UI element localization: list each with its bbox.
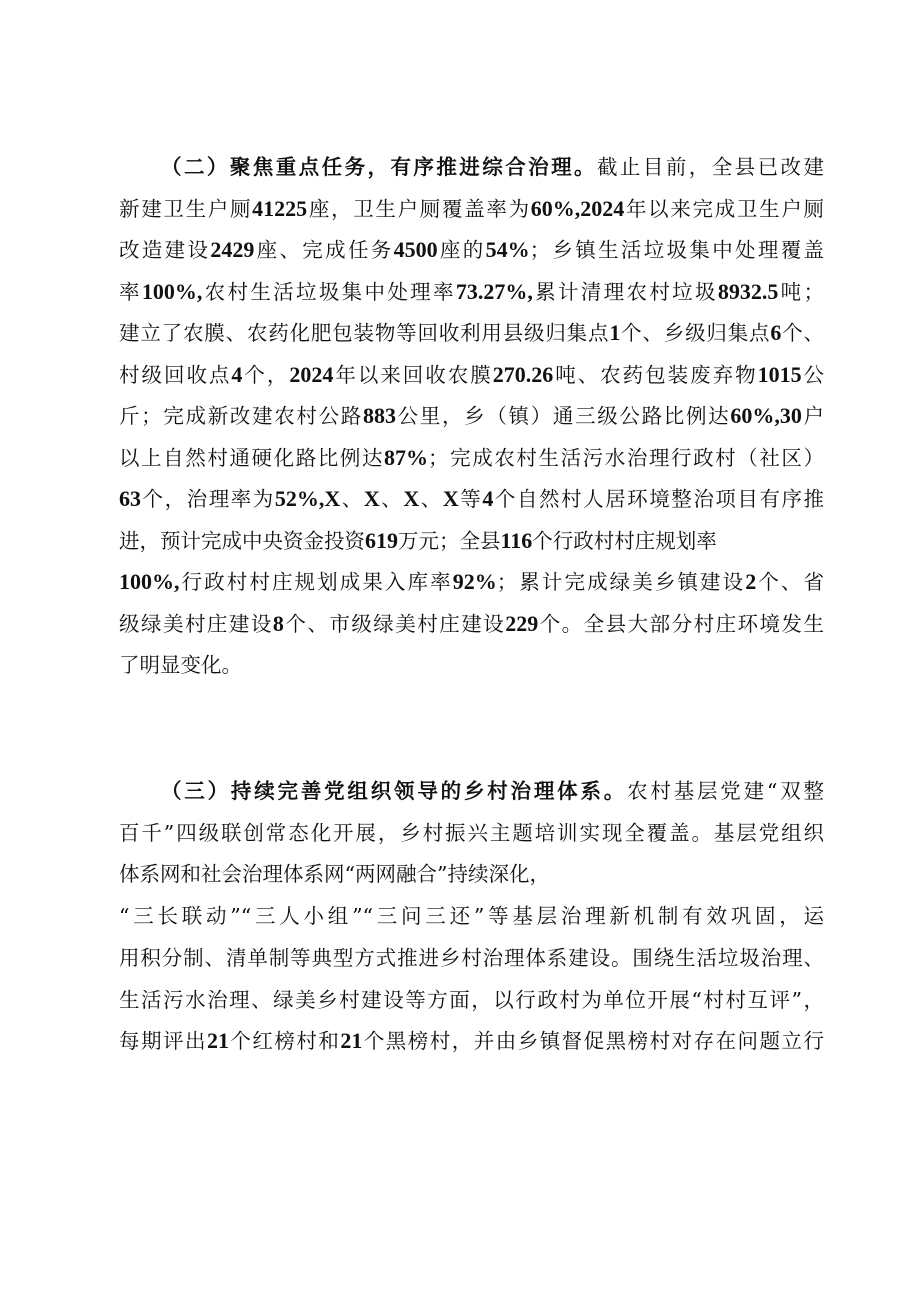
figure-value: 116: [500, 527, 533, 553]
figure-value: 21: [206, 1028, 229, 1054]
text-segment: 了明显变化。: [119, 653, 242, 677]
text-line: [119, 400, 824, 432]
text-segment: 座的: [437, 238, 486, 262]
text-segment: 百千”四级联创常态化开展，乡村振兴主题培训实现全覆盖。基层党组织: [119, 820, 824, 845]
text-segment: 村级回收点: [119, 362, 232, 387]
figure-value: 60%,2024: [530, 195, 625, 221]
figure-value: 21: [340, 1028, 363, 1054]
text-segment: 年以来完成卫生户厕: [624, 196, 825, 221]
figure-value: X: [442, 486, 459, 511]
text-line: [119, 359, 824, 391]
text-segment: 个、: [781, 321, 825, 345]
text-segment: 行政村村庄规划成果入库率: [179, 570, 453, 594]
text-segment: 年以来回收农膜: [333, 362, 493, 387]
text-line: [119, 900, 824, 932]
text-segment: 个，治理率为: [141, 487, 275, 511]
text-segment: 等: [458, 487, 483, 511]
figure-value: 60%,30: [730, 403, 802, 428]
text-line: [119, 276, 824, 308]
text-line: [161, 151, 824, 183]
text-segment: 以上自然村通硬化路比例达: [119, 445, 385, 470]
text-segment: 个。全县大部分村庄环境发生: [538, 611, 825, 636]
text-line: [119, 1025, 824, 1057]
text-line: [119, 566, 824, 598]
text-segment: 公: [801, 362, 825, 387]
text-segment: 个、省: [756, 570, 825, 594]
section-heading: （三）持续完善党组织领导的乡村治理体系。: [161, 779, 628, 803]
text-segment: 截止目前，全县已改建: [596, 155, 825, 179]
text-line: [119, 608, 824, 640]
text-line: [119, 317, 824, 349]
text-segment: 建立了农膜、农药化肥包装物等回收利用县级归集点: [119, 321, 610, 345]
figure-value: 54%: [485, 237, 530, 262]
figure-value: 4: [231, 361, 243, 387]
section-heading: （二）聚焦重点任务，有序推进综合治理。: [161, 155, 597, 179]
figure-value: 92%: [452, 569, 497, 594]
text-segment: 户: [801, 404, 825, 428]
figure-value: 4: [482, 486, 494, 511]
text-line: [119, 193, 824, 225]
text-segment: ；累计完成绿美乡镇建设: [496, 570, 746, 594]
text-segment: 体系网和社会治理体系网“两网融合”持续深化，: [119, 862, 550, 887]
figure-value: 87%: [384, 444, 429, 470]
text-segment: 个、乡级归集点: [620, 321, 771, 345]
text-segment: 新建卫生户厕: [119, 196, 253, 221]
text-segment: 万元；全县: [398, 528, 501, 553]
text-segment: 个自然村人居环境整治项目有序推: [493, 487, 825, 511]
text-segment: 、: [419, 487, 443, 511]
figure-value: X: [363, 486, 380, 511]
text-segment: 公里，乡（镇）通三级公路比例达: [395, 404, 731, 428]
text-segment: 农村基层党建“双整: [627, 779, 825, 803]
figure-value: 619: [365, 527, 398, 553]
figure-value: 41225: [252, 195, 308, 221]
text-line: [119, 234, 824, 266]
figure-value: 1015: [757, 361, 802, 387]
text-segment: 、: [340, 487, 364, 511]
text-segment: 吨、农药包装废弃物: [553, 362, 758, 387]
text-segment: 农村生活垃圾集中处理率: [202, 279, 456, 304]
text-segment: “三长联动”“三人小组”“三问三还”等基层治理新机制有效巩固，运: [119, 904, 824, 929]
text-segment: 个行政村村庄规划率: [532, 528, 717, 553]
text-segment: 个黑榜村，并由乡镇督促黑榜村对存在问题立行: [362, 1029, 825, 1054]
text-segment: 改造建设: [119, 238, 211, 262]
text-segment: 用积分制、清单制等典型方式推进乡村治理体系建设。围绕生活垃圾治理、: [119, 945, 824, 970]
figure-value: X: [403, 486, 420, 511]
text-segment: 生活污水治理、绿美乡村建设等方面，以行政村为单位开展“村村互评”，: [119, 987, 824, 1012]
text-line: [119, 483, 824, 515]
text-segment: ；乡镇生活垃圾集中处理覆盖: [529, 238, 825, 262]
text-line: [119, 817, 824, 849]
figure-value: 229: [505, 610, 539, 636]
figure-value: 2024: [289, 361, 334, 387]
text-segment: 个、市级绿美村庄建设: [283, 611, 506, 636]
text-segment: ；完成农村生活污水治理行政村（社区）: [428, 445, 825, 470]
figure-value: 100%,: [119, 569, 180, 594]
figure-value: 100%,: [141, 278, 203, 304]
text-segment: 累计清理农村垃圾: [532, 279, 718, 304]
text-segment: 每期评出: [119, 1029, 207, 1054]
text-line: [119, 984, 824, 1016]
text-line: [119, 649, 824, 681]
text-segment: 、: [379, 487, 404, 511]
text-segment: 座、完成任务: [254, 238, 394, 262]
figure-value: 1: [609, 320, 621, 345]
text-line: [119, 525, 824, 557]
figure-value: 8: [272, 610, 284, 636]
text-segment: 个红榜村和: [228, 1029, 341, 1054]
figure-value: 4500: [393, 237, 438, 262]
text-segment: 吨；: [778, 279, 825, 304]
figure-value: 73.27%,: [455, 278, 533, 304]
text-segment: 级绿美村庄建设: [119, 611, 273, 636]
figure-value: 270.26: [492, 361, 554, 387]
figure-value: 2: [745, 569, 757, 594]
figure-value: 8932.5: [717, 278, 779, 304]
figure-value: 63: [119, 486, 141, 511]
text-segment: 座，卫生户厕覆盖率为: [307, 196, 531, 221]
figure-value: 2429: [210, 237, 255, 262]
figure-value: 6: [770, 320, 782, 345]
text-line: [119, 442, 824, 474]
text-line: [161, 775, 824, 807]
text-line: [119, 942, 824, 974]
text-segment: 进，预计完成中央资金投资: [119, 528, 365, 553]
text-segment: 个，: [242, 362, 290, 387]
text-segment: 率: [119, 279, 142, 304]
figure-value: 52%,X: [274, 486, 341, 511]
text-segment: 斤；完成新改建农村公路: [119, 404, 363, 428]
text-line: [119, 858, 824, 890]
figure-value: 883: [362, 403, 396, 428]
